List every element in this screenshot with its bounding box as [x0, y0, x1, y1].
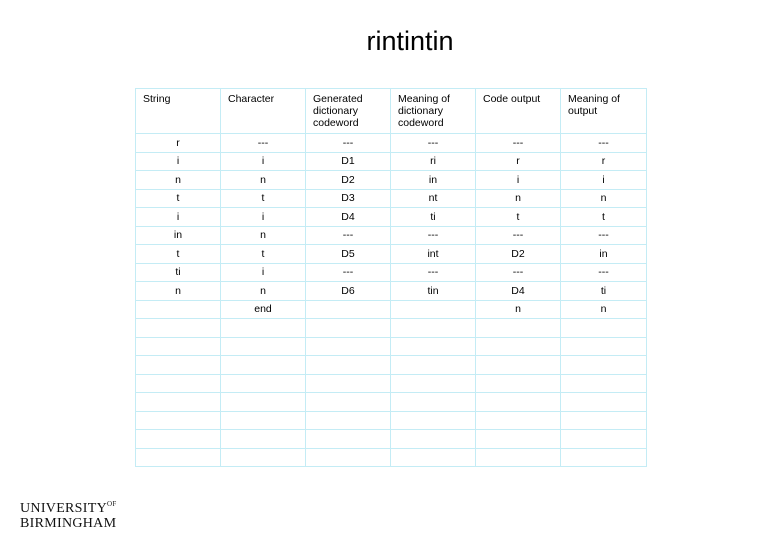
- codeword-cell: [306, 411, 391, 430]
- code-output-cell: [476, 448, 561, 467]
- code-output-cell: [476, 393, 561, 412]
- header-character: Character: [221, 89, 306, 134]
- output-meaning-cell: [561, 448, 647, 467]
- table-row: [136, 356, 647, 375]
- string-cell: i: [136, 152, 221, 171]
- table-row: [136, 226, 647, 245]
- table-row: [136, 319, 647, 338]
- string-cell: in: [136, 226, 221, 245]
- codeword-meaning-cell: in: [391, 171, 476, 190]
- codeword-cell: D6: [306, 282, 391, 301]
- codeword-cell: [306, 319, 391, 338]
- character-cell: i: [221, 263, 306, 282]
- codeword-meaning-cell: nt: [391, 189, 476, 208]
- character-cell: t: [221, 245, 306, 264]
- codeword-cell: ---: [306, 263, 391, 282]
- string-cell: t: [136, 245, 221, 264]
- character-cell: [221, 374, 306, 393]
- code-output-cell: ---: [476, 263, 561, 282]
- logo-line-1: UNIVERSITY: [20, 501, 107, 516]
- string-cell: [136, 300, 221, 319]
- header-string: String: [136, 89, 221, 134]
- string-cell: i: [136, 208, 221, 227]
- code-output-cell: i: [476, 171, 561, 190]
- output-meaning-cell: t: [561, 208, 647, 227]
- codeword-meaning-cell: tin: [391, 282, 476, 301]
- codeword-cell: [306, 430, 391, 449]
- header-row: [136, 89, 647, 134]
- table-row: [136, 189, 647, 208]
- character-cell: n: [221, 282, 306, 301]
- codeword-cell: [306, 356, 391, 375]
- table-row: [136, 208, 647, 227]
- codeword-cell: D2: [306, 171, 391, 190]
- table-row: [136, 411, 647, 430]
- character-cell: n: [221, 226, 306, 245]
- string-cell: [136, 411, 221, 430]
- character-cell: t: [221, 189, 306, 208]
- character-cell: [221, 411, 306, 430]
- codeword-cell: ---: [306, 226, 391, 245]
- code-output-cell: ---: [476, 226, 561, 245]
- string-cell: r: [136, 134, 221, 153]
- codeword-cell: D1: [306, 152, 391, 171]
- character-cell: [221, 448, 306, 467]
- table-body: [136, 134, 647, 467]
- character-cell: n: [221, 171, 306, 190]
- codeword-meaning-cell: ti: [391, 208, 476, 227]
- string-cell: ti: [136, 263, 221, 282]
- code-output-cell: r: [476, 152, 561, 171]
- codeword-meaning-cell: ---: [391, 134, 476, 153]
- output-meaning-cell: ti: [561, 282, 647, 301]
- table-row: [136, 245, 647, 264]
- string-cell: [136, 374, 221, 393]
- output-meaning-cell: [561, 356, 647, 375]
- code-output-cell: [476, 430, 561, 449]
- output-meaning-cell: in: [561, 245, 647, 264]
- slide-title: rintintin: [366, 26, 454, 56]
- header-output-meaning: Meaning of output: [561, 89, 647, 134]
- table-row: [136, 300, 647, 319]
- output-meaning-cell: ---: [561, 226, 647, 245]
- code-output-cell: D2: [476, 245, 561, 264]
- codeword-cell: [306, 337, 391, 356]
- output-meaning-cell: n: [561, 189, 647, 208]
- codeword-cell: [306, 300, 391, 319]
- code-output-cell: [476, 319, 561, 338]
- code-output-cell: [476, 411, 561, 430]
- table-row: [136, 337, 647, 356]
- string-cell: [136, 356, 221, 375]
- codeword-meaning-cell: [391, 448, 476, 467]
- string-cell: t: [136, 189, 221, 208]
- string-cell: [136, 393, 221, 412]
- header-generated-codeword: Generated dictionary codeword: [306, 89, 391, 134]
- codeword-cell: D4: [306, 208, 391, 227]
- output-meaning-cell: [561, 337, 647, 356]
- character-cell: [221, 393, 306, 412]
- output-meaning-cell: ---: [561, 134, 647, 153]
- codeword-cell: D5: [306, 245, 391, 264]
- logo-line-2: BIRMINGHAM: [20, 516, 117, 531]
- codeword-meaning-cell: [391, 356, 476, 375]
- output-meaning-cell: n: [561, 300, 647, 319]
- character-cell: end: [221, 300, 306, 319]
- string-cell: [136, 319, 221, 338]
- table-row: [136, 393, 647, 412]
- codeword-meaning-cell: [391, 393, 476, 412]
- codeword-meaning-cell: [391, 300, 476, 319]
- codeword-cell: [306, 374, 391, 393]
- character-cell: ---: [221, 134, 306, 153]
- code-output-cell: [476, 356, 561, 375]
- codeword-meaning-cell: int: [391, 245, 476, 264]
- codeword-meaning-cell: ---: [391, 263, 476, 282]
- code-output-cell: n: [476, 189, 561, 208]
- code-output-cell: t: [476, 208, 561, 227]
- output-meaning-cell: [561, 430, 647, 449]
- character-cell: i: [221, 208, 306, 227]
- character-cell: [221, 430, 306, 449]
- codeword-meaning-cell: ---: [391, 226, 476, 245]
- table-row: [136, 448, 647, 467]
- codeword-cell: D3: [306, 189, 391, 208]
- code-output-cell: ---: [476, 134, 561, 153]
- character-cell: [221, 356, 306, 375]
- output-meaning-cell: r: [561, 152, 647, 171]
- string-cell: n: [136, 282, 221, 301]
- codeword-meaning-cell: [391, 430, 476, 449]
- output-meaning-cell: [561, 319, 647, 338]
- table-row: [136, 430, 647, 449]
- table-row: [136, 374, 647, 393]
- table-row: [136, 152, 647, 171]
- header-codeword-meaning: Meaning of dictionary codeword: [391, 89, 476, 134]
- codeword-meaning-cell: [391, 374, 476, 393]
- output-meaning-cell: [561, 393, 647, 412]
- character-cell: [221, 319, 306, 338]
- code-output-cell: D4: [476, 282, 561, 301]
- table-row: [136, 282, 647, 301]
- output-meaning-cell: [561, 411, 647, 430]
- string-cell: [136, 337, 221, 356]
- code-output-cell: [476, 374, 561, 393]
- table-row: [136, 171, 647, 190]
- codeword-meaning-cell: [391, 411, 476, 430]
- character-cell: [221, 337, 306, 356]
- logo-line-1-sup: OF: [107, 500, 117, 508]
- lzw-table: [135, 88, 647, 467]
- header-code-output: Code output: [476, 89, 561, 134]
- output-meaning-cell: [561, 374, 647, 393]
- string-cell: [136, 448, 221, 467]
- character-cell: i: [221, 152, 306, 171]
- string-cell: n: [136, 171, 221, 190]
- code-output-cell: n: [476, 300, 561, 319]
- table-row: [136, 263, 647, 282]
- codeword-meaning-cell: [391, 319, 476, 338]
- output-meaning-cell: ---: [561, 263, 647, 282]
- table-row: [136, 134, 647, 153]
- code-output-cell: [476, 337, 561, 356]
- codeword-meaning-cell: [391, 337, 476, 356]
- codeword-cell: ---: [306, 134, 391, 153]
- output-meaning-cell: i: [561, 171, 647, 190]
- string-cell: [136, 430, 221, 449]
- codeword-cell: [306, 448, 391, 467]
- codeword-meaning-cell: ri: [391, 152, 476, 171]
- university-logo: [20, 497, 117, 531]
- codeword-cell: [306, 393, 391, 412]
